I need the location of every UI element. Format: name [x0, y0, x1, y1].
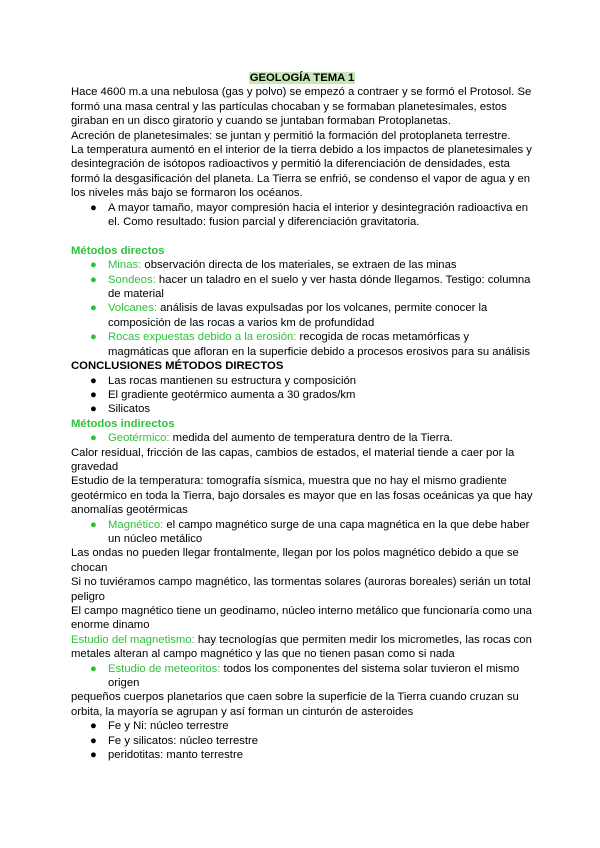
- list-item-text: Las rocas mantienen su estructura y composición: [108, 374, 357, 387]
- bullet-icon: ●: [90, 662, 97, 675]
- bullet-icon: ●: [90, 720, 97, 733]
- meteoritos-list: [71, 662, 533, 691]
- term-label: Rocas expuestas debido a la erosión:: [108, 331, 297, 344]
- section-heading-conclusiones: CONCLUSIONES MÉTODOS DIRECTOS: [71, 360, 284, 373]
- list-item: [71, 431, 533, 445]
- composicion-list: [71, 719, 533, 762]
- bullet-icon: ●: [90, 432, 97, 445]
- document-content: [71, 71, 533, 762]
- list-item-text: Fe y Ni: núcleo terrestre: [108, 720, 229, 733]
- bullet-icon: ●: [90, 734, 97, 747]
- list-item: [71, 402, 533, 416]
- paragraph-text: hay tecnologías que permiten medir los micrometles, las rocas con metales alteran al campo magnético y las que no tienen pasan como si nada: [71, 633, 532, 661]
- paragraph: El campo magnético tiene un geodinamo, núcleo interno metálico que funcionaría como una enorme dinamo: [71, 605, 532, 632]
- conclusiones-list: [71, 374, 533, 417]
- geotermico-list: [71, 431, 533, 445]
- paragraph: [71, 633, 533, 662]
- list-item-text: observación directa de los materiales, se extraen de las minas: [141, 259, 457, 272]
- paragraph: Las ondas no pueden llegar frontalmente, llegan por los polos magnético debido a que se chocan: [71, 547, 519, 574]
- term-label: Magnético:: [108, 518, 164, 531]
- paragraph: Estudio de la temperatura: tomografía sísmica, muestra que no hay el mismo gradiente geotérmico en toda la Tierra, bajo dorsales es mayor que en las fosas oceánicas ya que hay anomalías geotérmicas: [71, 475, 533, 517]
- paragraph: pequeños cuerpos planetarios que caen sobre la superficie de la Tierra cuando cruzan su orbita, la mayoría se agrupan y así forman un cinturón de asteroides: [71, 691, 519, 718]
- directos-list: [71, 258, 533, 359]
- page-title: [71, 71, 533, 85]
- term-label: Estudio del magnetismo:: [71, 633, 195, 646]
- bullet-icon: ●: [90, 403, 97, 416]
- intro-paragraph-1: Hace 4600 m.a una nebulosa (gas y polvo) se empezó a contraer y se formó el Protosol. Se formó una masa central y las partículas chocaban y se formaban planetesimales, estos giraban en un disco giratorio y cuando se juntaban formaban Protoplanetas.: [71, 86, 532, 128]
- term-label: Minas:: [108, 259, 142, 272]
- title-text: GEOLOGÍA TEMA 1: [249, 72, 355, 84]
- bullet-icon: ●: [90, 388, 97, 401]
- list-item: [71, 662, 533, 691]
- bullet-icon: ●: [90, 331, 97, 344]
- term-label: Volcanes:: [108, 302, 157, 315]
- list-item: [71, 201, 533, 230]
- list-item-text: el campo magnético surge de una capa magnética en la que debe haber un núcleo metálico: [108, 518, 530, 545]
- list-item: [71, 748, 533, 762]
- list-item: [71, 388, 533, 402]
- term-label: Sondeos:: [108, 273, 156, 286]
- list-item-text: todos los componentes del sistema solar tuvieron el mismo origen: [108, 662, 520, 690]
- term-label: Estudio de meteoritos:: [108, 662, 221, 675]
- intro-paragraph-3: La temperatura aumentó en el interior de la tierra debido a los impactos de planetesimales y desintegración de isótopos radioactivos y permitió la diferenciación de densidades, esta formó la desgasificación del planeta. La Tierra se enfrió, se condenso el vapor de agua y en los niveles más bajo se formaron los océanos.: [71, 144, 532, 200]
- list-item-text: El gradiente geotérmico aumenta a 30 grados/km: [108, 388, 356, 401]
- paragraph: Si no tuviéramos campo magnético, las tormentas solares (auroras boreales) serián un total peligro: [71, 576, 531, 603]
- list-item-text: medida del aumento de temperatura dentro de la Tierra.: [169, 432, 453, 445]
- paragraph: Calor residual, fricción de las capas, cambios de estados, el material tiende a caer por la gravedad: [71, 446, 515, 473]
- intro-list: [71, 201, 533, 230]
- list-item-text: hacer un taladro en el suelo y ver hasta dónde llegamos. Testigo: columna de material: [108, 273, 531, 301]
- list-item: [71, 301, 533, 330]
- bullet-icon: ●: [90, 259, 97, 272]
- section-heading-indirectos: Métodos indirectos: [71, 417, 175, 430]
- bullet-icon: ●: [90, 201, 97, 214]
- list-item-text: Silicatos: [108, 403, 151, 416]
- list-item: [71, 374, 533, 388]
- list-item-text: A mayor tamaño, mayor compresión hacia el interior y desintegración radioactiva en el. Como resultado: fusion parcial y diferenciación gravitatoria.: [108, 201, 529, 229]
- section-heading-directos: Métodos directos: [71, 244, 165, 257]
- term-label: Geotérmico:: [108, 432, 170, 445]
- list-item-text: análisis de lavas expulsadas por los volcanes, permite conocer la composición de las rocas a varios km de profundidad: [108, 302, 488, 329]
- spacer: [71, 229, 533, 243]
- bullet-icon: ●: [90, 302, 97, 315]
- list-item: [71, 518, 533, 547]
- list-item: [71, 734, 533, 748]
- intro-paragraph-2: Acreción de planetesimales: se juntan y permitió la formación del protoplaneta terrestre.: [71, 129, 511, 142]
- magnetico-list: [71, 518, 533, 547]
- bullet-icon: ●: [90, 518, 97, 531]
- list-item: [71, 719, 533, 733]
- list-item-text: recogida de rocas metamórficas y magmáticas que afloran en la superficie debido a procesos erosivos para su análisis: [108, 331, 530, 358]
- bullet-icon: ●: [90, 273, 97, 286]
- list-item: [71, 258, 533, 272]
- list-item-text: Fe y silicatos: núcleo terrestre: [108, 734, 259, 747]
- bullet-icon: ●: [90, 374, 97, 387]
- list-item-text: peridotitas: manto terrestre: [108, 749, 243, 762]
- list-item: [71, 273, 533, 302]
- list-item: [71, 330, 533, 359]
- bullet-icon: ●: [90, 749, 97, 762]
